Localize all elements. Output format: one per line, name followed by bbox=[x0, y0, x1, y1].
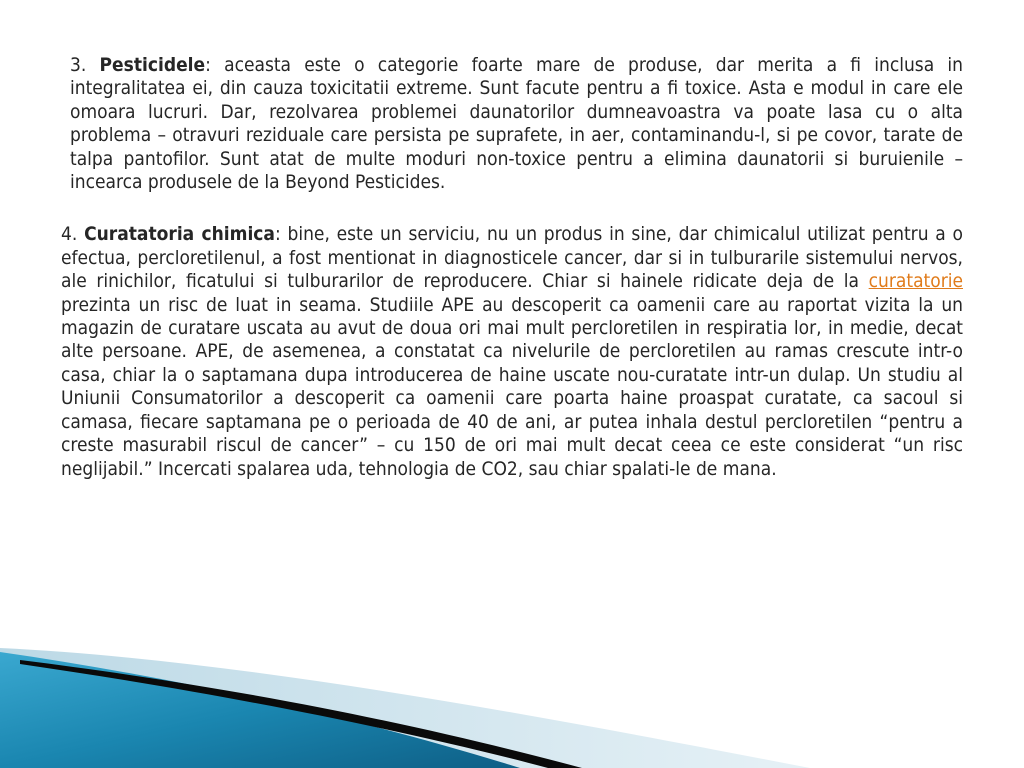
paragraph-text: : aceasta este o categorie foarte mare de produse, dar merita a fi inclusa in integralitatea ei, din cauza toxicitatii extreme. Sunt facute pentru a fi toxice. Asta e modul in care ele omoara lucruri. Dar, rezolvarea problemei daunatorilor dumneavoastra va poate lasa cu o alta problema – otravuri reziduale care persista pe suprafete, in aer, contaminandu-l, si pe covor, tarate de talpa pantofilor. Sunt atat de multe moduri non-toxice pentru a elimina daunatorii si buruienile – incearca produsele de la Beyond Pesticides. bbox=[70, 54, 963, 194]
curatatorie-link[interactable]: curatatorie bbox=[868, 270, 963, 293]
paragraph-term: Curatatoria chimica bbox=[84, 223, 275, 246]
paragraph-text: : bine, este un serviciu, nu un produs in sine, dar chimicalul utilizat pentru a o efectua, percloretilenul, a fost mentionat in diagnosticele cancer, dar si in tulburarile sistemului nervos, ale rinichilor, ficatului si tulburarilor de reproducere. Chiar si hainele ridicate deja de la bbox=[61, 223, 963, 293]
paragraph-number: 3. bbox=[70, 54, 87, 76]
paragraph-pesticides bbox=[61, 54, 963, 194]
text-body bbox=[61, 54, 963, 481]
paragraph-text-continued: prezinta un risc de luat in seama. Studiile APE au descoperit ca oamenii care au raportat vizita la un magazin de curatare uscata au avut de doua ori mai mult percloretilen in respiratia lor, in medie, decat alte persoane. APE, de asemenea, a constatat ca nivelurile de percloretilen au ramas crescute intr-o casa, chiar la o saptamana dupa introducerea de haine uscate nou-curatate intr-un dulap. Un studiu al Uniunii Consumatorilor a descoperit ca oamenii care poarta haine proaspat curatate, ca sacoul si camasa, fiecare saptamana pe o perioada de 40 de ani, ar putea inhala destul percloretilen “pentru a creste masurabil riscul de cancer” – cu 150 de ori mai mult decat ceea ce este considerat “un risc neglijabil.” Incercati spalarea uda, tehnologia de CO2, sau chiar spalati-le de mana. bbox=[61, 293, 963, 480]
paragraph-term: Pesticidele bbox=[99, 54, 206, 76]
paragraph-dry-cleaning bbox=[61, 223, 963, 480]
paragraph-number: 4. bbox=[61, 223, 78, 246]
